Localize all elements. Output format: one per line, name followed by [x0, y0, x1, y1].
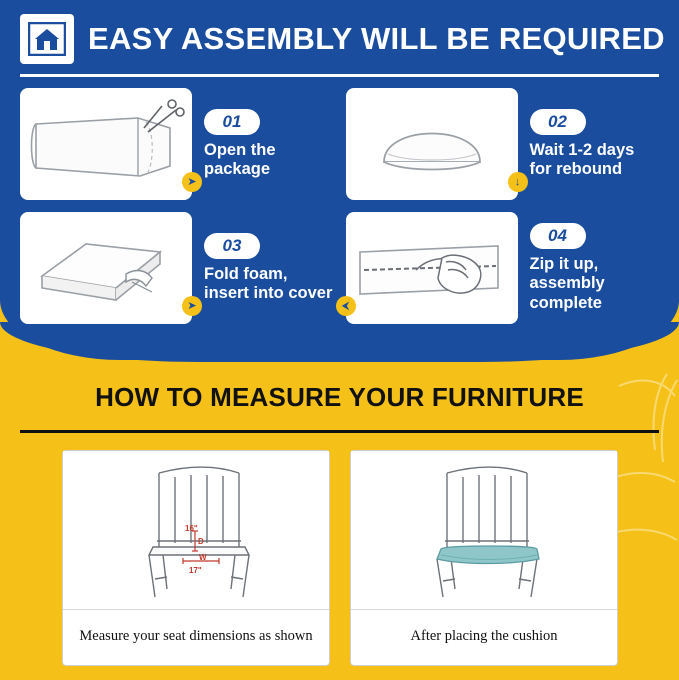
step-item: [346, 88, 660, 200]
chair-measure-icon: [63, 451, 329, 609]
page-title: EASY ASSEMBLY WILL BE REQUIRED: [88, 21, 665, 56]
home-icon: [20, 14, 74, 64]
step-illustration-card: [20, 88, 197, 200]
step-number: 03: [204, 233, 260, 259]
step-illustration-card: [341, 212, 518, 324]
measure-title: HOW TO MEASURE YOUR FURNITURE: [95, 382, 584, 412]
arrow-down-icon: ↓: [508, 172, 528, 192]
measure-photos: [62, 450, 618, 666]
photo-caption: After placing the cushion: [351, 609, 617, 665]
measure-divider: [20, 430, 659, 433]
step-illustration-card: [20, 212, 197, 324]
step-number: 04: [530, 223, 586, 249]
step-illustration-card: [346, 88, 521, 200]
svg-text:16": 16": [185, 524, 198, 533]
step-text: [192, 88, 334, 200]
arrow-right-icon: ➤: [182, 296, 202, 316]
step-text: [518, 212, 660, 324]
header: [20, 14, 665, 64]
header-divider: [20, 74, 659, 77]
package-scissors-icon: [20, 88, 192, 200]
step-label: Wait 1-2 days for rebound: [529, 140, 635, 178]
svg-text:W: W: [199, 553, 207, 562]
arrow-left-icon: ⮜: [336, 296, 356, 316]
step-item: [341, 212, 660, 324]
step-label: Fold foam, insert into cover: [204, 264, 333, 302]
cushion-icon: [346, 88, 518, 200]
step-text: [518, 88, 660, 200]
photo-caption: Measure your seat dimensions as shown: [63, 609, 329, 665]
photo-card: [62, 450, 330, 666]
photo-card: [350, 450, 618, 666]
step-label: Zip it up, assembly complete: [529, 254, 605, 312]
svg-text:17": 17": [189, 566, 202, 575]
step-number: 02: [530, 109, 586, 135]
fold-foam-icon: [20, 212, 192, 324]
arrow-right-icon: ➤: [182, 172, 202, 192]
step-text: [192, 212, 334, 324]
step-label: Open the package: [204, 140, 276, 178]
chair-with-cushion-icon: [351, 451, 617, 609]
steps-grid: [20, 88, 659, 324]
step-item: [20, 212, 334, 324]
svg-text:D: D: [198, 537, 204, 546]
step-item: [20, 88, 334, 200]
zipper-hand-icon: [346, 212, 518, 324]
step-number: 01: [204, 109, 260, 135]
